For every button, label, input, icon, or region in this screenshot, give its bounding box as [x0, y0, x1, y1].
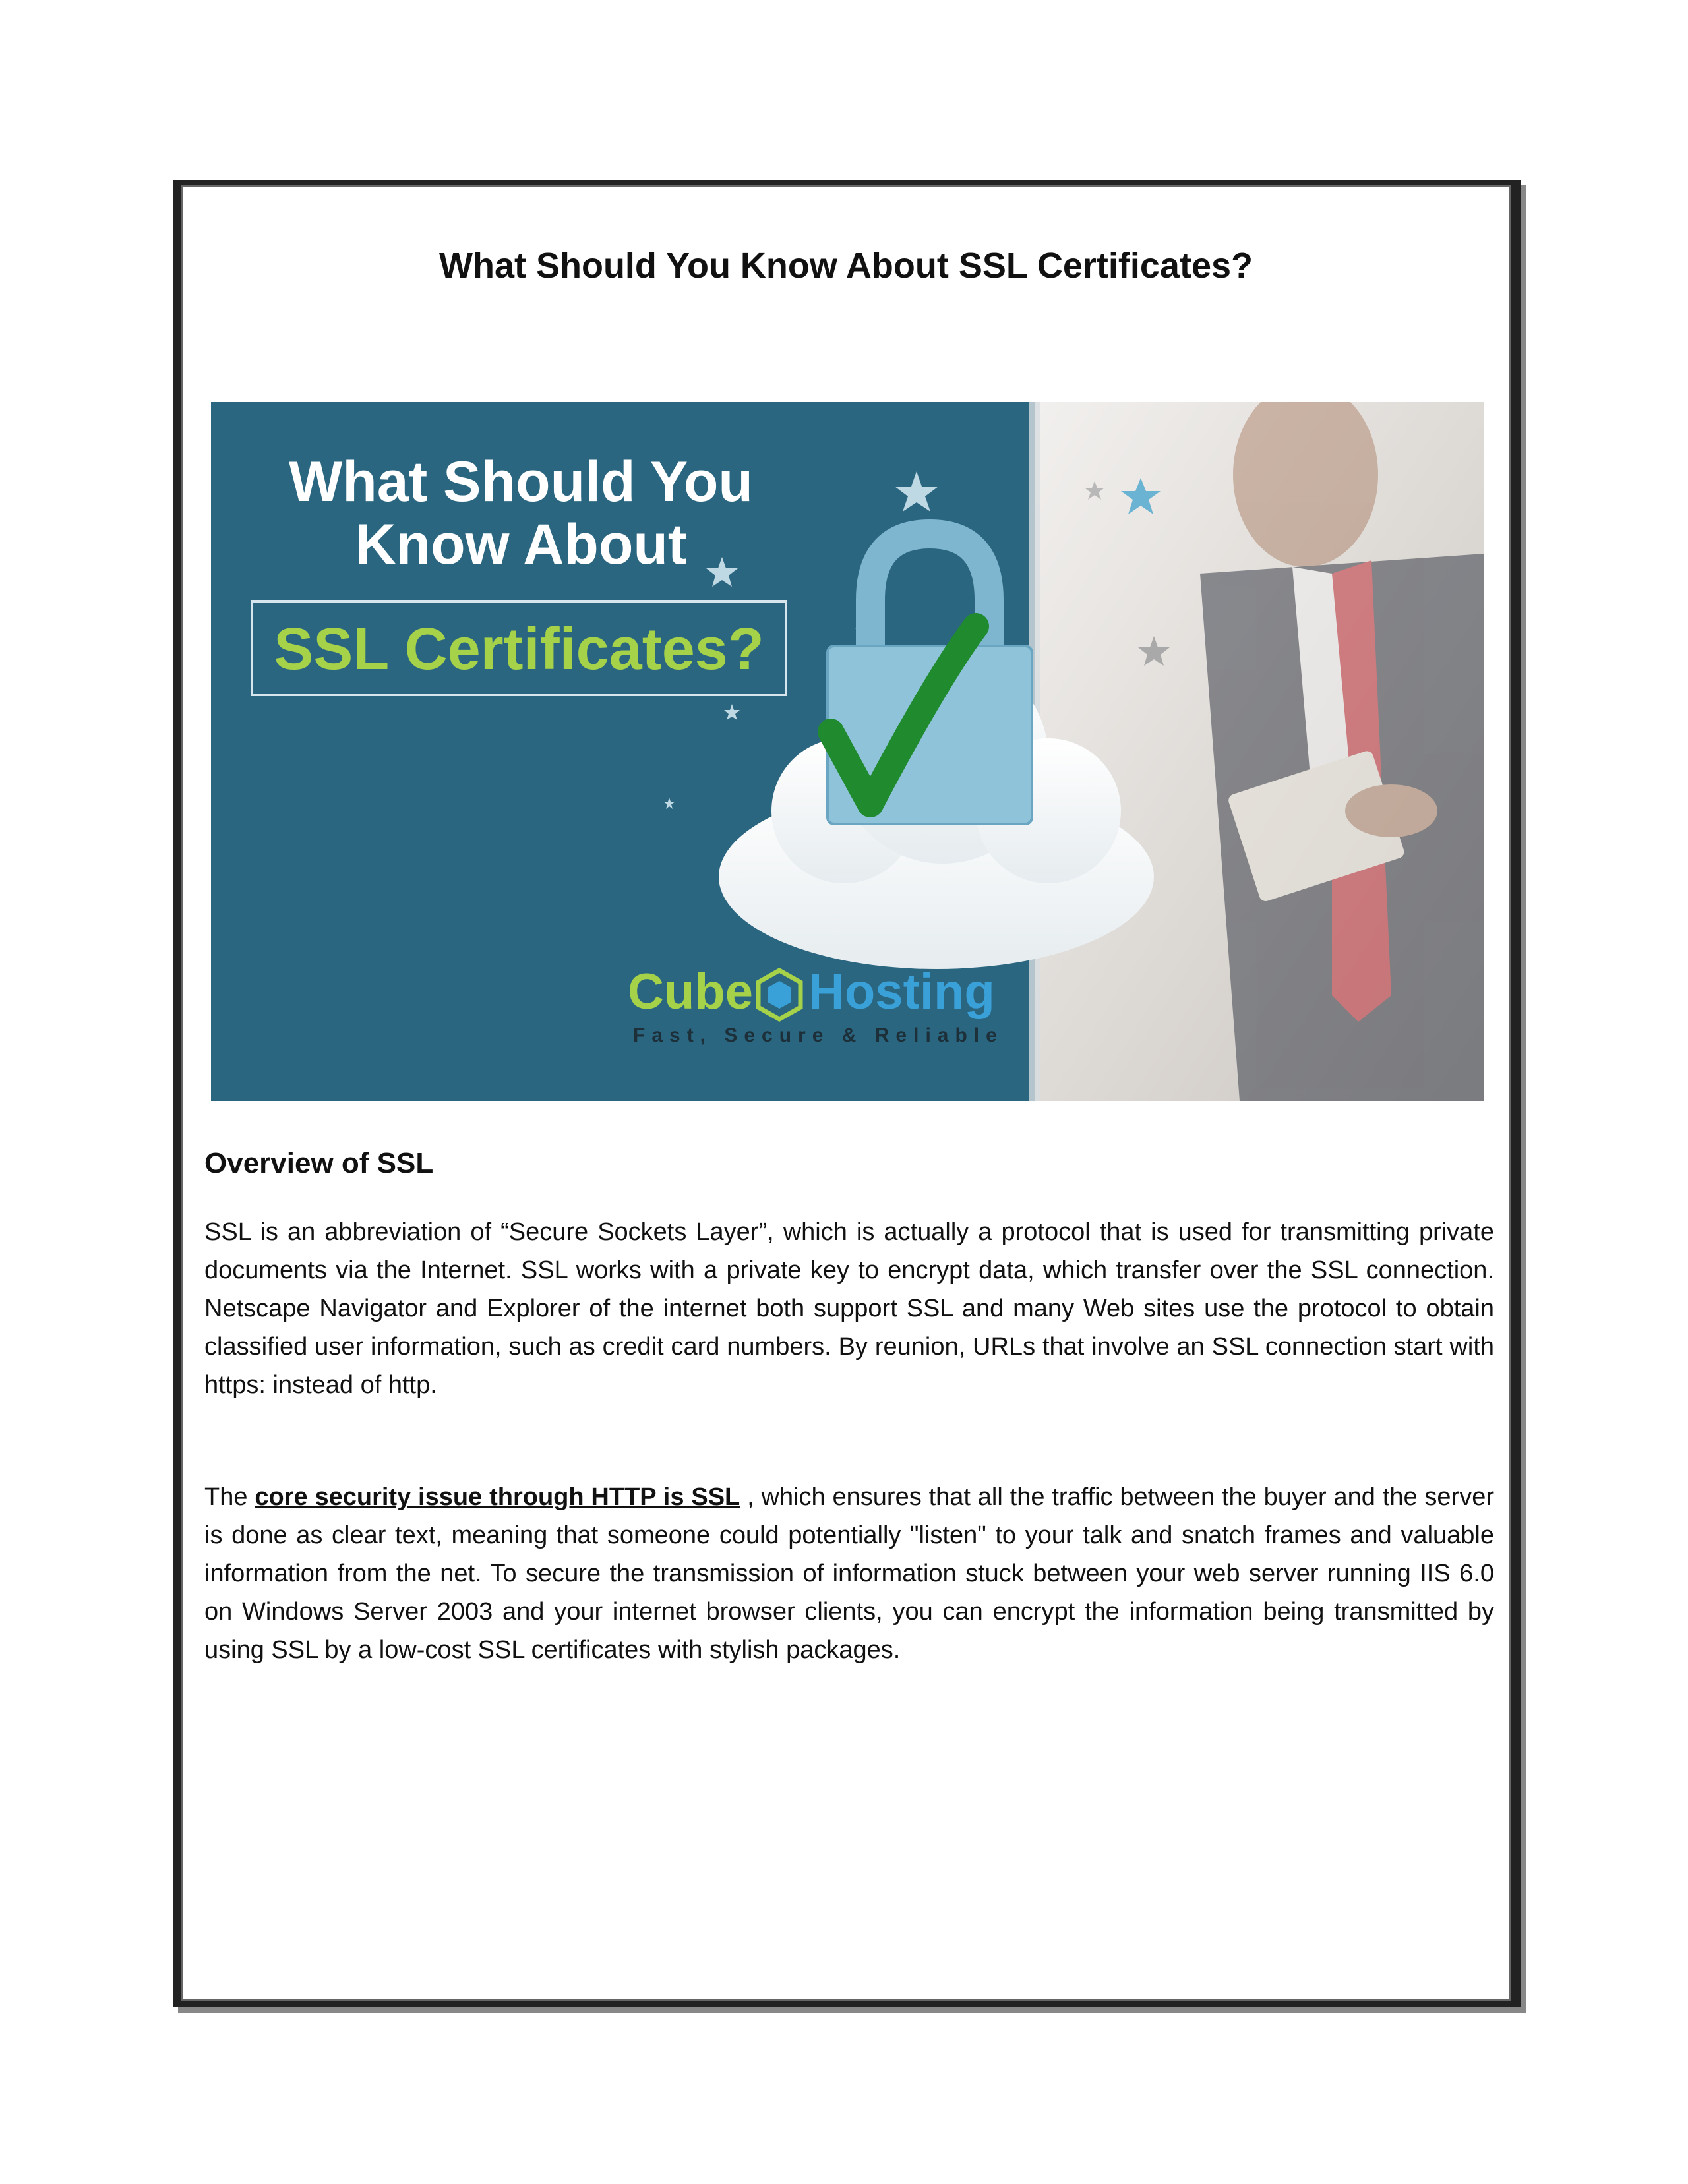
section-heading: Overview of SSL	[204, 1147, 434, 1179]
hero-image	[211, 402, 1484, 1101]
brand-tagline: Fast, Secure & Reliable	[633, 1024, 1004, 1046]
core-security-link[interactable]: core security issue through HTTP is SSL	[255, 1483, 740, 1511]
paragraph-security	[204, 1478, 1494, 1669]
hero-line2: Know About	[355, 513, 687, 576]
paragraph-security-lead: The	[204, 1483, 255, 1511]
paragraph-security-rest: , which ensures that all the traffic between the buyer and the server is done as clear text, meaning that someone could potentially "listen" to your talk and snatch frames and valuable information from the net. To secure the transmission of information stuck between your web server running IIS 6.0 on Windows Server 2003 and your internet browser clients, you can encrypt the information being transmitted by using SSL by a low-cost SSL certificates with stylish packages.	[204, 1483, 1495, 1664]
hero-line3: SSL Certificates?	[274, 616, 764, 682]
brand-hosting: Hosting	[808, 964, 995, 1020]
page-title: What Should You Know About SSL Certificates?	[438, 246, 1253, 285]
brand-cube: Cube	[628, 964, 753, 1020]
hero-line1: What Should You	[289, 450, 753, 514]
document-frame	[173, 180, 1521, 2007]
paragraph-overview: SSL is an abbreviation of “Secure Sockets Layer”, which is actually a protocol that is used for transmitting private documents via the Internet. SSL works with a private key to encrypt data, which transfer over the SSL connection. Netscape Navigator and Explorer of the internet both support SSL and many Web sites use the protocol to obtain classified user information, such as credit card numbers. By reunion, URLs that involve an SSL connection start with https: instead of http.	[204, 1218, 1494, 1399]
